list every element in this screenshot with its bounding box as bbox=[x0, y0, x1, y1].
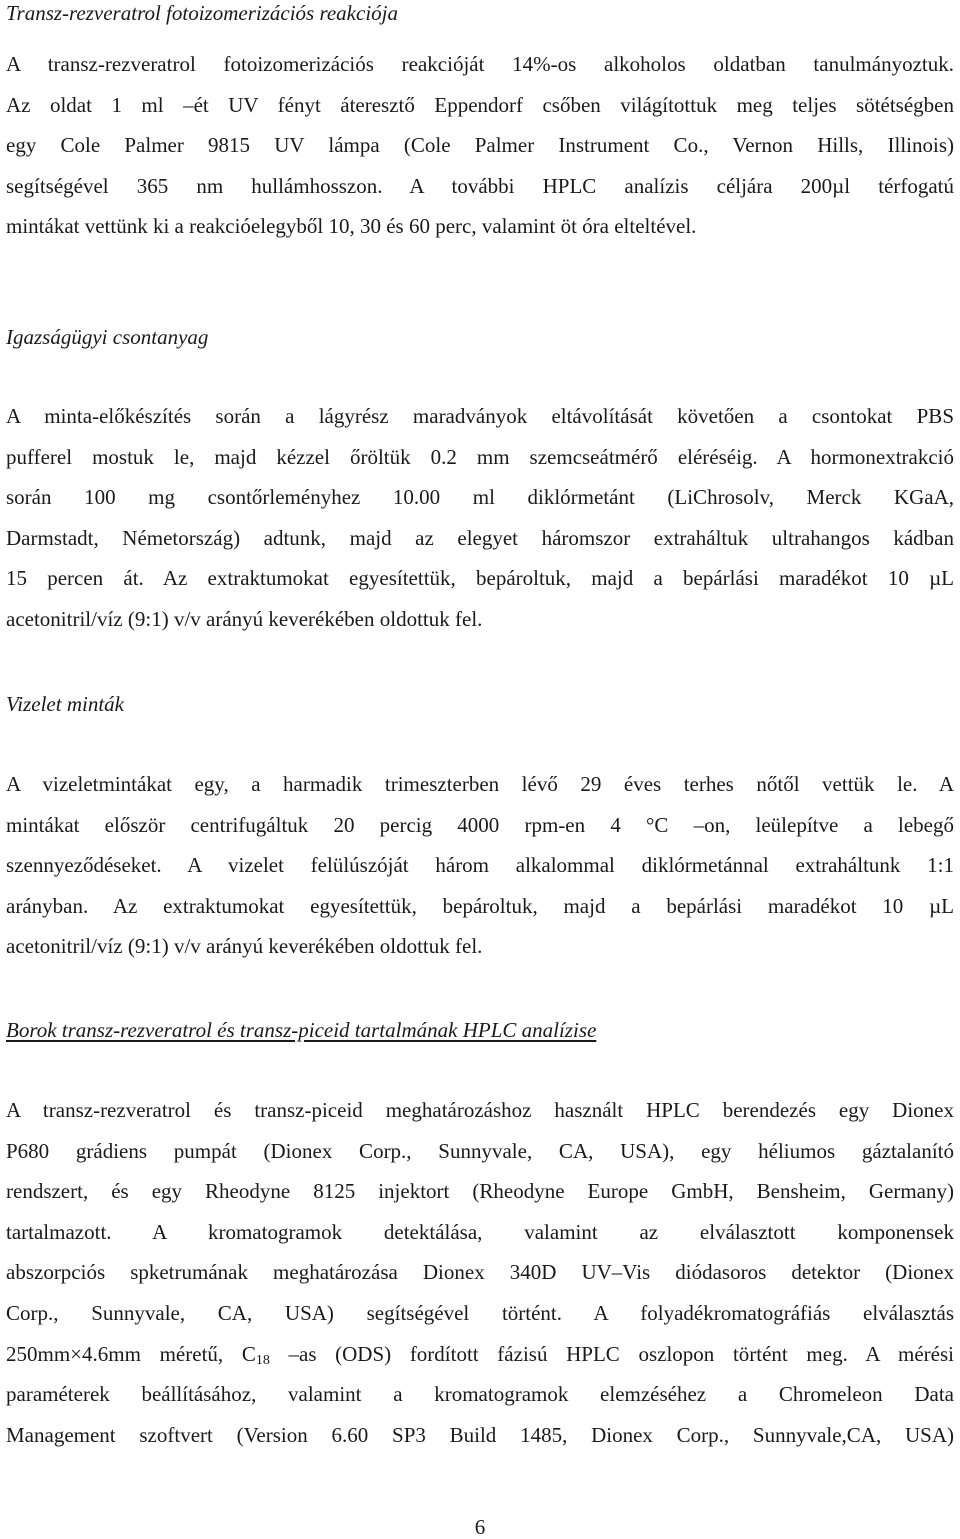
text-fragment: 250mm×4.6mm méretű, C bbox=[6, 1341, 256, 1366]
text-line: rendszert, és egy Rheodyne 8125 injektort (Rheodyne Europe GmbH, Bensheim, Germany) bbox=[6, 1179, 954, 1204]
text-line: szennyeződéseket. A vizelet felülúszóját három alkalommal diklórmetánnal extraháltunk 1:1 bbox=[6, 853, 954, 878]
text-line: mintákat először centrifugáltuk 20 percig 4000 rpm-en 4 °C –on, leülepítve a lebegő bbox=[6, 812, 954, 837]
section-heading-photoisomerization: Transz-rezveratrol fotoizomerizációs reakciója bbox=[6, 1, 398, 25]
text-line: során 100 mg csontőrleményhez 10.00 ml diklórmetánt (LiChrosolv, Merck KGaA, bbox=[6, 485, 954, 510]
paragraph-wine-hplc bbox=[6, 1090, 954, 1455]
text-line: A vizeletmintákat egy, a harmadik trimeszterben lévő 29 éves terhes nőtől vettük le. A bbox=[6, 772, 954, 796]
text-line: A minta-előkészítés során a lágyrész maradványok eltávolítását követően a csontokat PBS bbox=[6, 404, 954, 428]
text-line: 15 percen át. Az extraktumokat egyesítettük, bepároltuk, majd a bepárlási maradékot 10 µL bbox=[6, 566, 954, 591]
text-line: egy Cole Palmer 9815 UV lámpa (Cole Palmer Instrument Co., Vernon Hills, Illinois) bbox=[6, 133, 954, 158]
paragraph-forensic-bone bbox=[6, 396, 954, 640]
section-heading-urine-samples: Vizelet minták bbox=[6, 692, 124, 716]
text-line: mintákat vettünk ki a reakcióelegyből 10, 30 és 60 perc, valamint öt óra elteltével. bbox=[6, 214, 697, 239]
text-line: acetonitril/víz (9:1) v/v arányú keverékében oldottuk fel. bbox=[6, 934, 483, 959]
subscript-18: 18 bbox=[255, 1352, 270, 1368]
paragraph-urine-samples bbox=[6, 764, 954, 967]
text-line: A transz-rezveratrol és transz-piceid meghatározáshoz használt HPLC berendezés egy Dionex bbox=[6, 1098, 954, 1122]
text-line: Az oldat 1 ml –ét UV fényt áteresztő Eppendorf csőben világítottuk meg teljes sötétségben bbox=[6, 92, 954, 117]
text-line: tartalmazott. A kromatogramok detektálása, valamint az elválasztott komponensek bbox=[6, 1219, 954, 1244]
text-line: segítségével 365 nm hullámhosszon. A további HPLC analízis céljára 200µl térfogatú bbox=[6, 173, 954, 198]
text-line: P680 grádiens pumpát (Dionex Corp., Sunnyvale, CA, USA), egy héliumos gáztalanító bbox=[6, 1138, 954, 1163]
paragraph-photoisomerization bbox=[6, 44, 954, 247]
text-line: arányban. Az extraktumokat egyesítettük, bepároltuk, majd a bepárlási maradékot 10 µL bbox=[6, 893, 954, 918]
section-heading-forensic-bone: Igazságügyi csontanyag bbox=[6, 325, 209, 349]
page-number: 6 bbox=[474, 1515, 486, 1539]
text-line: abszorpciós spketrumának meghatározása Dionex 340D UV–Vis diódasoros detektor (Dionex bbox=[6, 1260, 954, 1285]
text-line: Corp., Sunnyvale, CA, USA) segítségével történt. A folyadékromatográfiás elválasztás bbox=[6, 1300, 954, 1325]
text-line: Management szoftvert (Version 6.60 SP3 Build 1485, Dionex Corp., Sunnyvale,CA, USA) bbox=[6, 1422, 954, 1447]
text-line: paraméterek beállításához, valamint a kromatogramok elemzéséhez a Chromeleon Data bbox=[6, 1382, 954, 1407]
text-fragment: –as (ODS) fordított fázisú HPLC oszlopon történt meg. A mérési bbox=[269, 1341, 954, 1366]
section-heading-wine-hplc: Borok transz-rezveratrol és transz-piceid tartalmának HPLC analízise bbox=[6, 1018, 597, 1042]
text-line: A transz-rezveratrol fotoizomerizációs reakcióját 14%-os alkoholos oldatban tanulmányoztuk. bbox=[6, 52, 954, 76]
text-line: acetonitril/víz (9:1) v/v arányú keverékében oldottuk fel. bbox=[6, 606, 483, 631]
text-line: pufferel mostuk le, majd kézzel őröltük 0.2 mm szemcseátmérő eléréséig. A hormonextrakció bbox=[6, 444, 954, 469]
text-line: Darmstadt, Németország) adtunk, majd az elegyet háromszor extraháltuk ultrahangos kádban bbox=[6, 525, 954, 550]
text-line-column bbox=[6, 1334, 954, 1375]
